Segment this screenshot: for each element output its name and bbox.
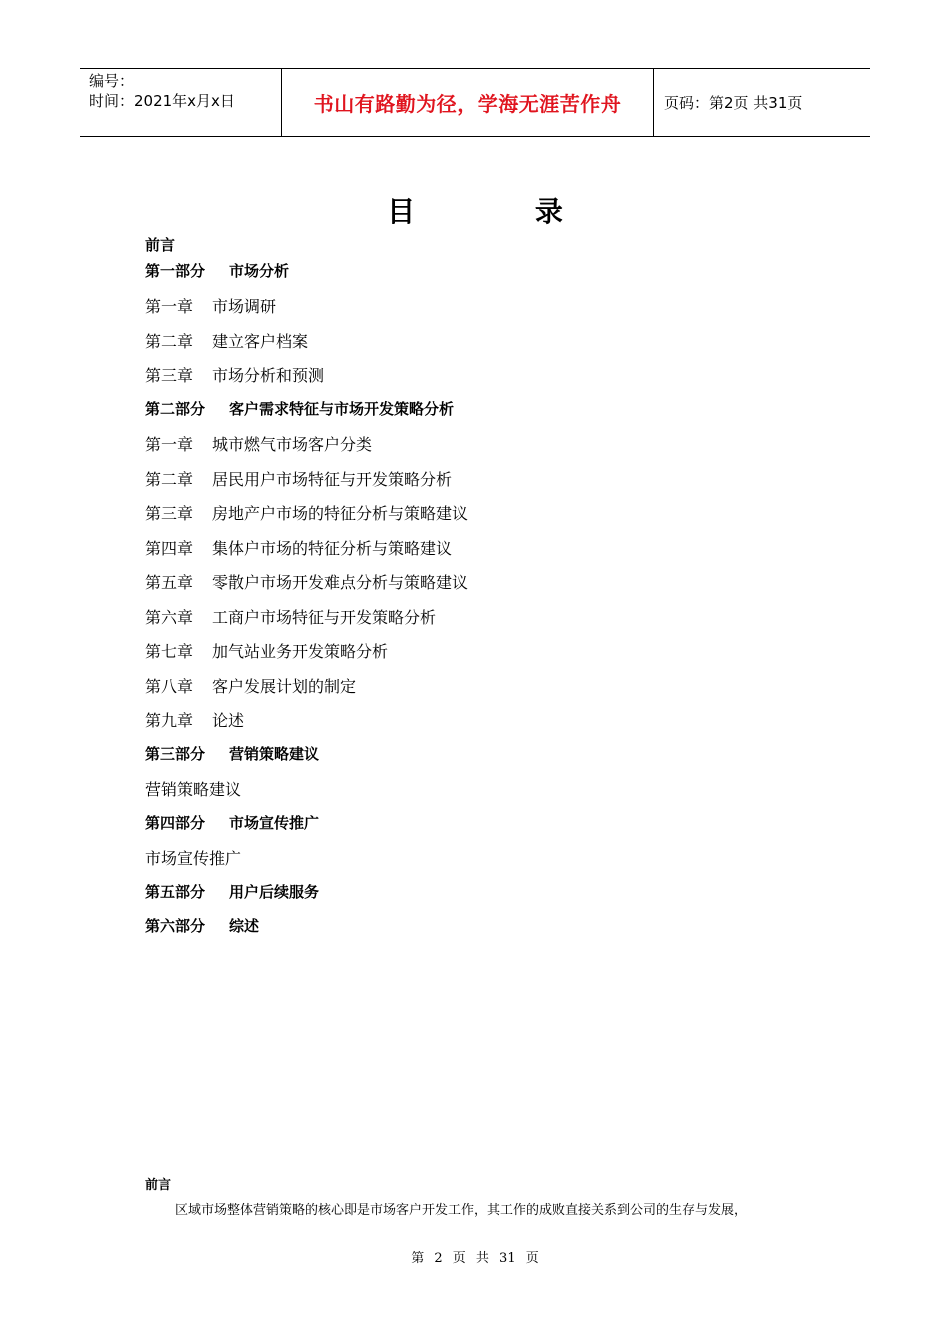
toc-entry (145, 812, 319, 833)
toc-entry (145, 881, 319, 902)
toc-entry (145, 536, 452, 559)
toc-entry (145, 639, 388, 662)
toc-entry-number: 第六章 (145, 608, 194, 627)
toc-entry-number: 第九章 (145, 711, 194, 730)
toc-entry (145, 570, 468, 593)
toc-entry (145, 501, 468, 524)
toc-entry-number: 第一章 (145, 297, 194, 316)
toc-entry (145, 605, 436, 628)
toc-entry (145, 467, 452, 490)
header-page-label: 页码：第2页 共31页 (664, 94, 803, 112)
toc-entry-number: 前言 (145, 236, 176, 254)
header-motto: 书山有路勤为径，学海无涯苦作舟 (281, 69, 654, 136)
toc-entry (145, 743, 319, 764)
toc-entry-number: 第八章 (145, 677, 194, 696)
toc-entry-number: 第四部分 (145, 814, 206, 832)
toc-entry-title: 城市燃气市场客户分类 (212, 435, 373, 454)
toc-entry-number: 第二章 (145, 332, 194, 351)
toc-entry-title: 营销策略建议 (229, 745, 320, 763)
toc-entry-title: 工商户市场特征与开发策略分析 (212, 608, 437, 627)
toc-entry (145, 398, 454, 419)
toc-entry-title: 房地产户市场的特征分析与策略建议 (212, 504, 469, 523)
header-number-label: 编号： (89, 72, 135, 90)
toc-entry-title: 市场分析和预测 (212, 366, 325, 385)
toc-entry-title: 综述 (229, 917, 260, 935)
toc-entry-number: 第二章 (145, 470, 194, 489)
toc-entry-number: 第一部分 (145, 262, 206, 280)
toc-entry (145, 915, 259, 936)
toc-entry-number: 第三章 (145, 504, 194, 523)
toc-entry-number: 市场宣传推广 (145, 849, 242, 868)
toc-entry-number: 第三章 (145, 366, 194, 385)
toc-entry-title: 加气站业务开发策略分析 (212, 642, 389, 661)
toc-entry-title: 建立客户档案 (212, 332, 309, 351)
toc-entry (145, 260, 289, 281)
toc-entry-number: 营销策略建议 (145, 780, 242, 799)
toc-entry (145, 777, 241, 800)
header-meta (80, 69, 281, 136)
toc-entry-title: 居民用户市场特征与开发策略分析 (212, 470, 453, 489)
toc-entry-title: 客户发展计划的制定 (212, 677, 357, 696)
preface-heading: 前言 (145, 1178, 172, 1193)
preface-body: 区域市场整体营销策略的核心即是市场客户开发工作，其工作的成败直接关系到公司的生存与发展， (175, 1203, 748, 1218)
toc-entry-number: 第六部分 (145, 917, 206, 935)
toc-entry-title: 用户后续服务 (229, 883, 320, 901)
toc-entry-title: 论述 (212, 711, 245, 730)
toc-entry-title: 集体户市场的特征分析与策略建议 (212, 539, 453, 558)
toc-entry-title: 市场调研 (212, 297, 277, 316)
toc-entry-title: 市场分析 (229, 262, 290, 280)
toc-entry-number: 第五部分 (145, 883, 206, 901)
toc-entry-title: 客户需求特征与市场开发策略分析 (229, 400, 455, 418)
toc-entry (145, 708, 244, 731)
toc-entry-number: 第四章 (145, 539, 194, 558)
page-footer: 第 2 页 共 31 页 (411, 1251, 539, 1266)
toc-title: 目 录 (387, 195, 618, 228)
toc-entry (145, 674, 356, 697)
toc-entry-number: 第二部分 (145, 400, 206, 418)
header-time-label: 时间：2021年x月x日 (89, 92, 235, 110)
toc-entry (145, 329, 308, 352)
toc-entry-title: 市场宣传推广 (229, 814, 320, 832)
toc-entry (145, 294, 276, 317)
toc-entry (145, 363, 324, 386)
toc-entry (145, 432, 372, 455)
toc-entry-number: 第七章 (145, 642, 194, 661)
toc-entry (145, 846, 241, 869)
toc-entry-number: 第三部分 (145, 745, 206, 763)
document-header (80, 68, 870, 137)
toc-entry-number: 第五章 (145, 573, 194, 592)
toc-entry (145, 234, 175, 255)
toc-entry-title: 零散户市场开发难点分析与策略建议 (212, 573, 469, 592)
toc-entry-number: 第一章 (145, 435, 194, 454)
